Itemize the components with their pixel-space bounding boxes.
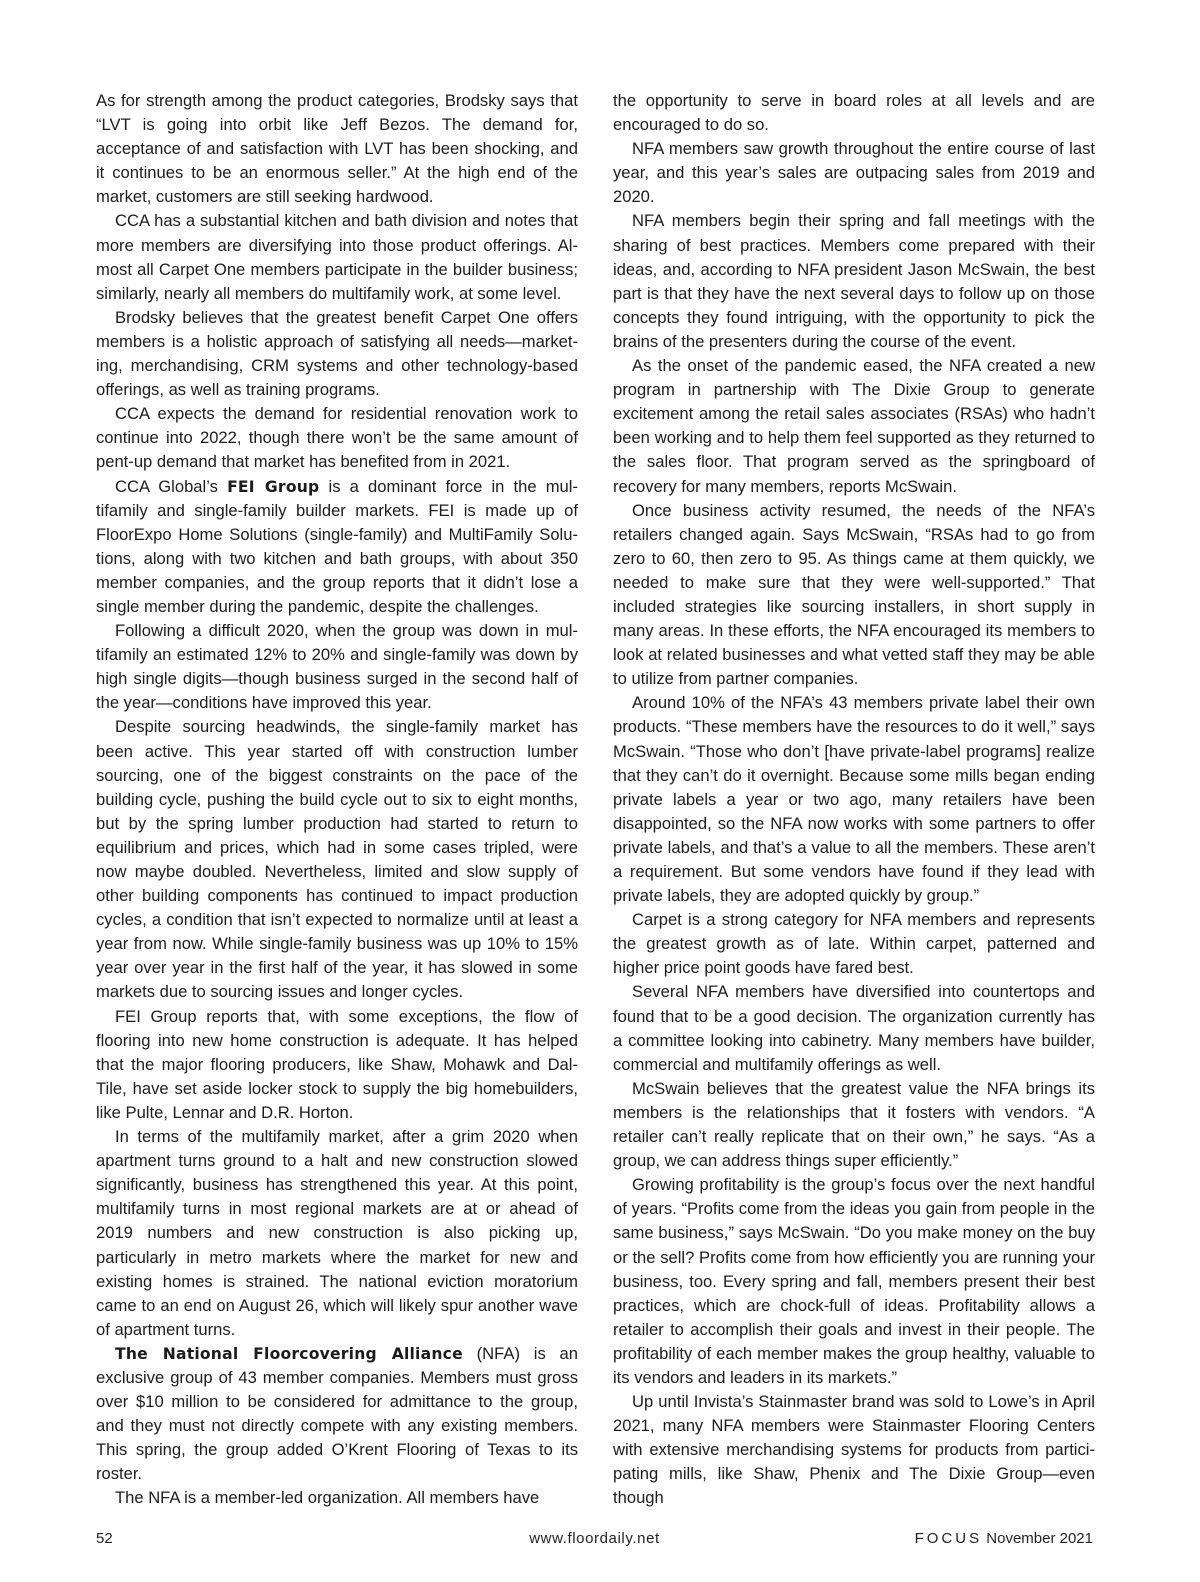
- paragraph: In terms of the multifamily market, after a grim 2020 when apartment turns ground to a halt and new construction slowed significantly, business has strengthened this year. At this point, multifamily turns in most regional markets are at or ahead of 2019 numbers and new construction is also picking up, particularly in metro markets where the market for new and existing homes is strained. The national eviction moratorium came to an end on August 26, which will likely spur another wave of apartment turns.: [96, 1127, 578, 1339]
- paragraph: Once business activity resumed, the needs of the NFA’s retailers changed again. Says McSwain, “RSAs had to go from zero to 60, then zero to 95. As things came at them quickly, we needed to make sure that they were well-supported.” That included strategies like sourcing installers, in short supply in many areas. In these efforts, the NFA encouraged its members to look at related businesses and what vetted staff they may be able to utilize from partner companies.: [613, 500, 1095, 689]
- paragraph: [96, 1342, 578, 1487]
- paragraph-body: (NFA) is an exclusive group of 43 member companies. Members must gross over $10 million to be considered for admittance to the group, and they must not directly compete with any existing members. This spring, the group added O’Krent Flooring of Texas to its roster.: [96, 1343, 578, 1484]
- website-link[interactable]: www.floordaily.net: [529, 1530, 660, 1547]
- paragraph-body: is a dominant force in the multifamily and single-family builder markets. FEI is made up of FloorExpo Home Solutions (single-family) and MultiFamily Solutions, along with two kitchen and bath groups, with about 350 member companies, and the group reports that it didn’t lose a single member during the pandemic, despite the challenges.: [96, 476, 579, 616]
- paragraph: FEI Group reports that, with some exceptions, the flow of flooring into new home construction is adequate. It has helped that the major flooring producers, like Shaw, Mohawk and Dal-Tile, have set aside locker stock to supply the big homebuilders, like Pulte, Lennar and D.R. Horton.: [96, 1006, 578, 1122]
- issue-info: [915, 1530, 1093, 1547]
- paragraph: Brodsky believes that the greatest benefit Carpet One offers members is a holistic approach of satisfying all needs—marketing, merchandising, CRM systems and other technology-based offerings, as well as training programs.: [96, 307, 578, 400]
- page-number: 52: [96, 1530, 113, 1547]
- paragraph: CCA expects the demand for residential renovation work to continue into 2022, though there won’t be the same amount of pent-up demand that market has benefited from in 2021.: [96, 404, 578, 472]
- paragraph: NFA members saw growth throughout the entire course of last year, and this year’s sales are outpacing sales from 2019 and 2020.: [613, 139, 1095, 207]
- paragraph: As the onset of the pandemic eased, the NFA created a new program in partnership with The Dixie Group to generate excitement among the retail sales associates (RSAs) who hadn’t been working and to help them feel supported as they returned to the sales floor. That program served as the springboard of recovery for many members, reports McSwain.: [613, 356, 1095, 496]
- left-column: [96, 89, 578, 1511]
- company-name-fei-group: FEI Group: [227, 477, 320, 496]
- right-column: [613, 89, 1095, 1511]
- paragraph: Carpet is a strong category for NFA members and represents the greatest growth as of late. Within carpet, patterned and higher price point goods have fared best.: [613, 910, 1095, 978]
- magazine-name: FOCUS: [914, 1530, 983, 1547]
- paragraph: As for strength among the product categories, Brodsky says that “LVT is going into orbit like Jeff Bezos. The demand for, acceptance of and satisfaction with LVT has been shocking, and it continues to be an enormous seller.” At the high end of the market, customers are still seeking hardwood.: [96, 91, 578, 207]
- paragraph: Up until Invista’s Stainmaster brand was sold to Lowe’s in April 2021, many NFA members were Stainmaster Flooring Centers with extensive merchandising systems for products from participating mills, like Shaw, Phenix and The Dixie Group—even though: [613, 1392, 1095, 1508]
- paragraph: NFA members begin their spring and fall meetings with the sharing of best practices. Members come prepared with their ideas, and, according to NFA president Jason McSwain, the best part is that they have the next several days to follow up on those concepts they found intriguing, with the opportunity to pick the brains of the presenters during the course of the event.: [613, 211, 1095, 351]
- paragraph: Several NFA members have diversified into countertops and found that to be a good decision. The organization currently has a committee looking into cabinetry. Many members have builder, commercial and multifamily offerings as well.: [613, 982, 1095, 1074]
- issue-date: November 2021: [986, 1530, 1093, 1547]
- paragraph: CCA has a substantial kitchen and bath division and notes that more members are diversifying into those product offerings. Almost all Carpet One members participate in the builder business; similarly, nearly all members do multifamily work, at some level.: [96, 211, 578, 303]
- paragraph-continuation: the opportunity to serve in board roles at all levels and are encouraged to do so.: [613, 91, 1095, 135]
- paragraph: [96, 475, 578, 620]
- paragraph-lead: CCA Global’s: [115, 476, 228, 496]
- paragraph: Around 10% of the NFA’s 43 members private label their own products. “These members have the resources to do it well,” says McSwain. “Those who don’t [have private-label programs] realize that they can’t do it overnight. Because some mills began ending private labels a year or two ago, many retailers have been disappointed, so the NFA now works with some partners to offer private labels, and that’s a value to all the members. These aren’t a requirement. But some vendors have found if they lead with private labels, they are adopted quickly by group.”: [613, 693, 1095, 906]
- paragraph: The NFA is a member-led organization. All members have: [115, 1488, 540, 1508]
- paragraph: Following a difficult 2020, when the group was down in multifamily an estimated 12% to 20% and single-family was down by high single digits—though business surged in the second half of the year—conditions have improved this year.: [96, 621, 578, 713]
- paragraph: McSwain believes that the greatest value the NFA brings its members is the relationships that it fosters with vendors. “A retailer can’t really replicate that on their own,” he says. “As a group, we can address things super efficiently.”: [613, 1078, 1095, 1171]
- paragraph: Despite sourcing headwinds, the single-family market has been active. This year started off with construction lumber sourcing, one of the biggest constraints on the pace of the building cycle, pushing the build cycle out to six to eight months, but by the spring lumber production had started to return to equilibrium and prices, which had in some cases tripled, were now maybe doubled. Nevertheless, limited and slow supply of other building components has continued to impact production cycles, a condition that isn’t expected to normalize until at least a year from now. While single-family business was up 10% to 15% year over year in the first half of the year, it has slowed in some markets due to sourcing issues and longer cycles.: [96, 717, 578, 1002]
- paragraph: Growing profitability is the group’s focus over the next handful of years. “Profits come from the ideas you gain from people in the same business,” says McSwain. “Do you make money on the buy or the sell? Profits come from how efficiently you are running your business, too. Every spring and fall, members present their best practices, which are chock-full of ideas. Profitability allows a retailer to accomplish their goals and invest in their people. The profitability of each member makes the group healthy, valuable to its vendors and leaders in its markets.”: [613, 1175, 1095, 1387]
- company-name-nfa: The National Floorcovering Alliance: [115, 1344, 463, 1363]
- page-footer: [96, 1530, 1093, 1554]
